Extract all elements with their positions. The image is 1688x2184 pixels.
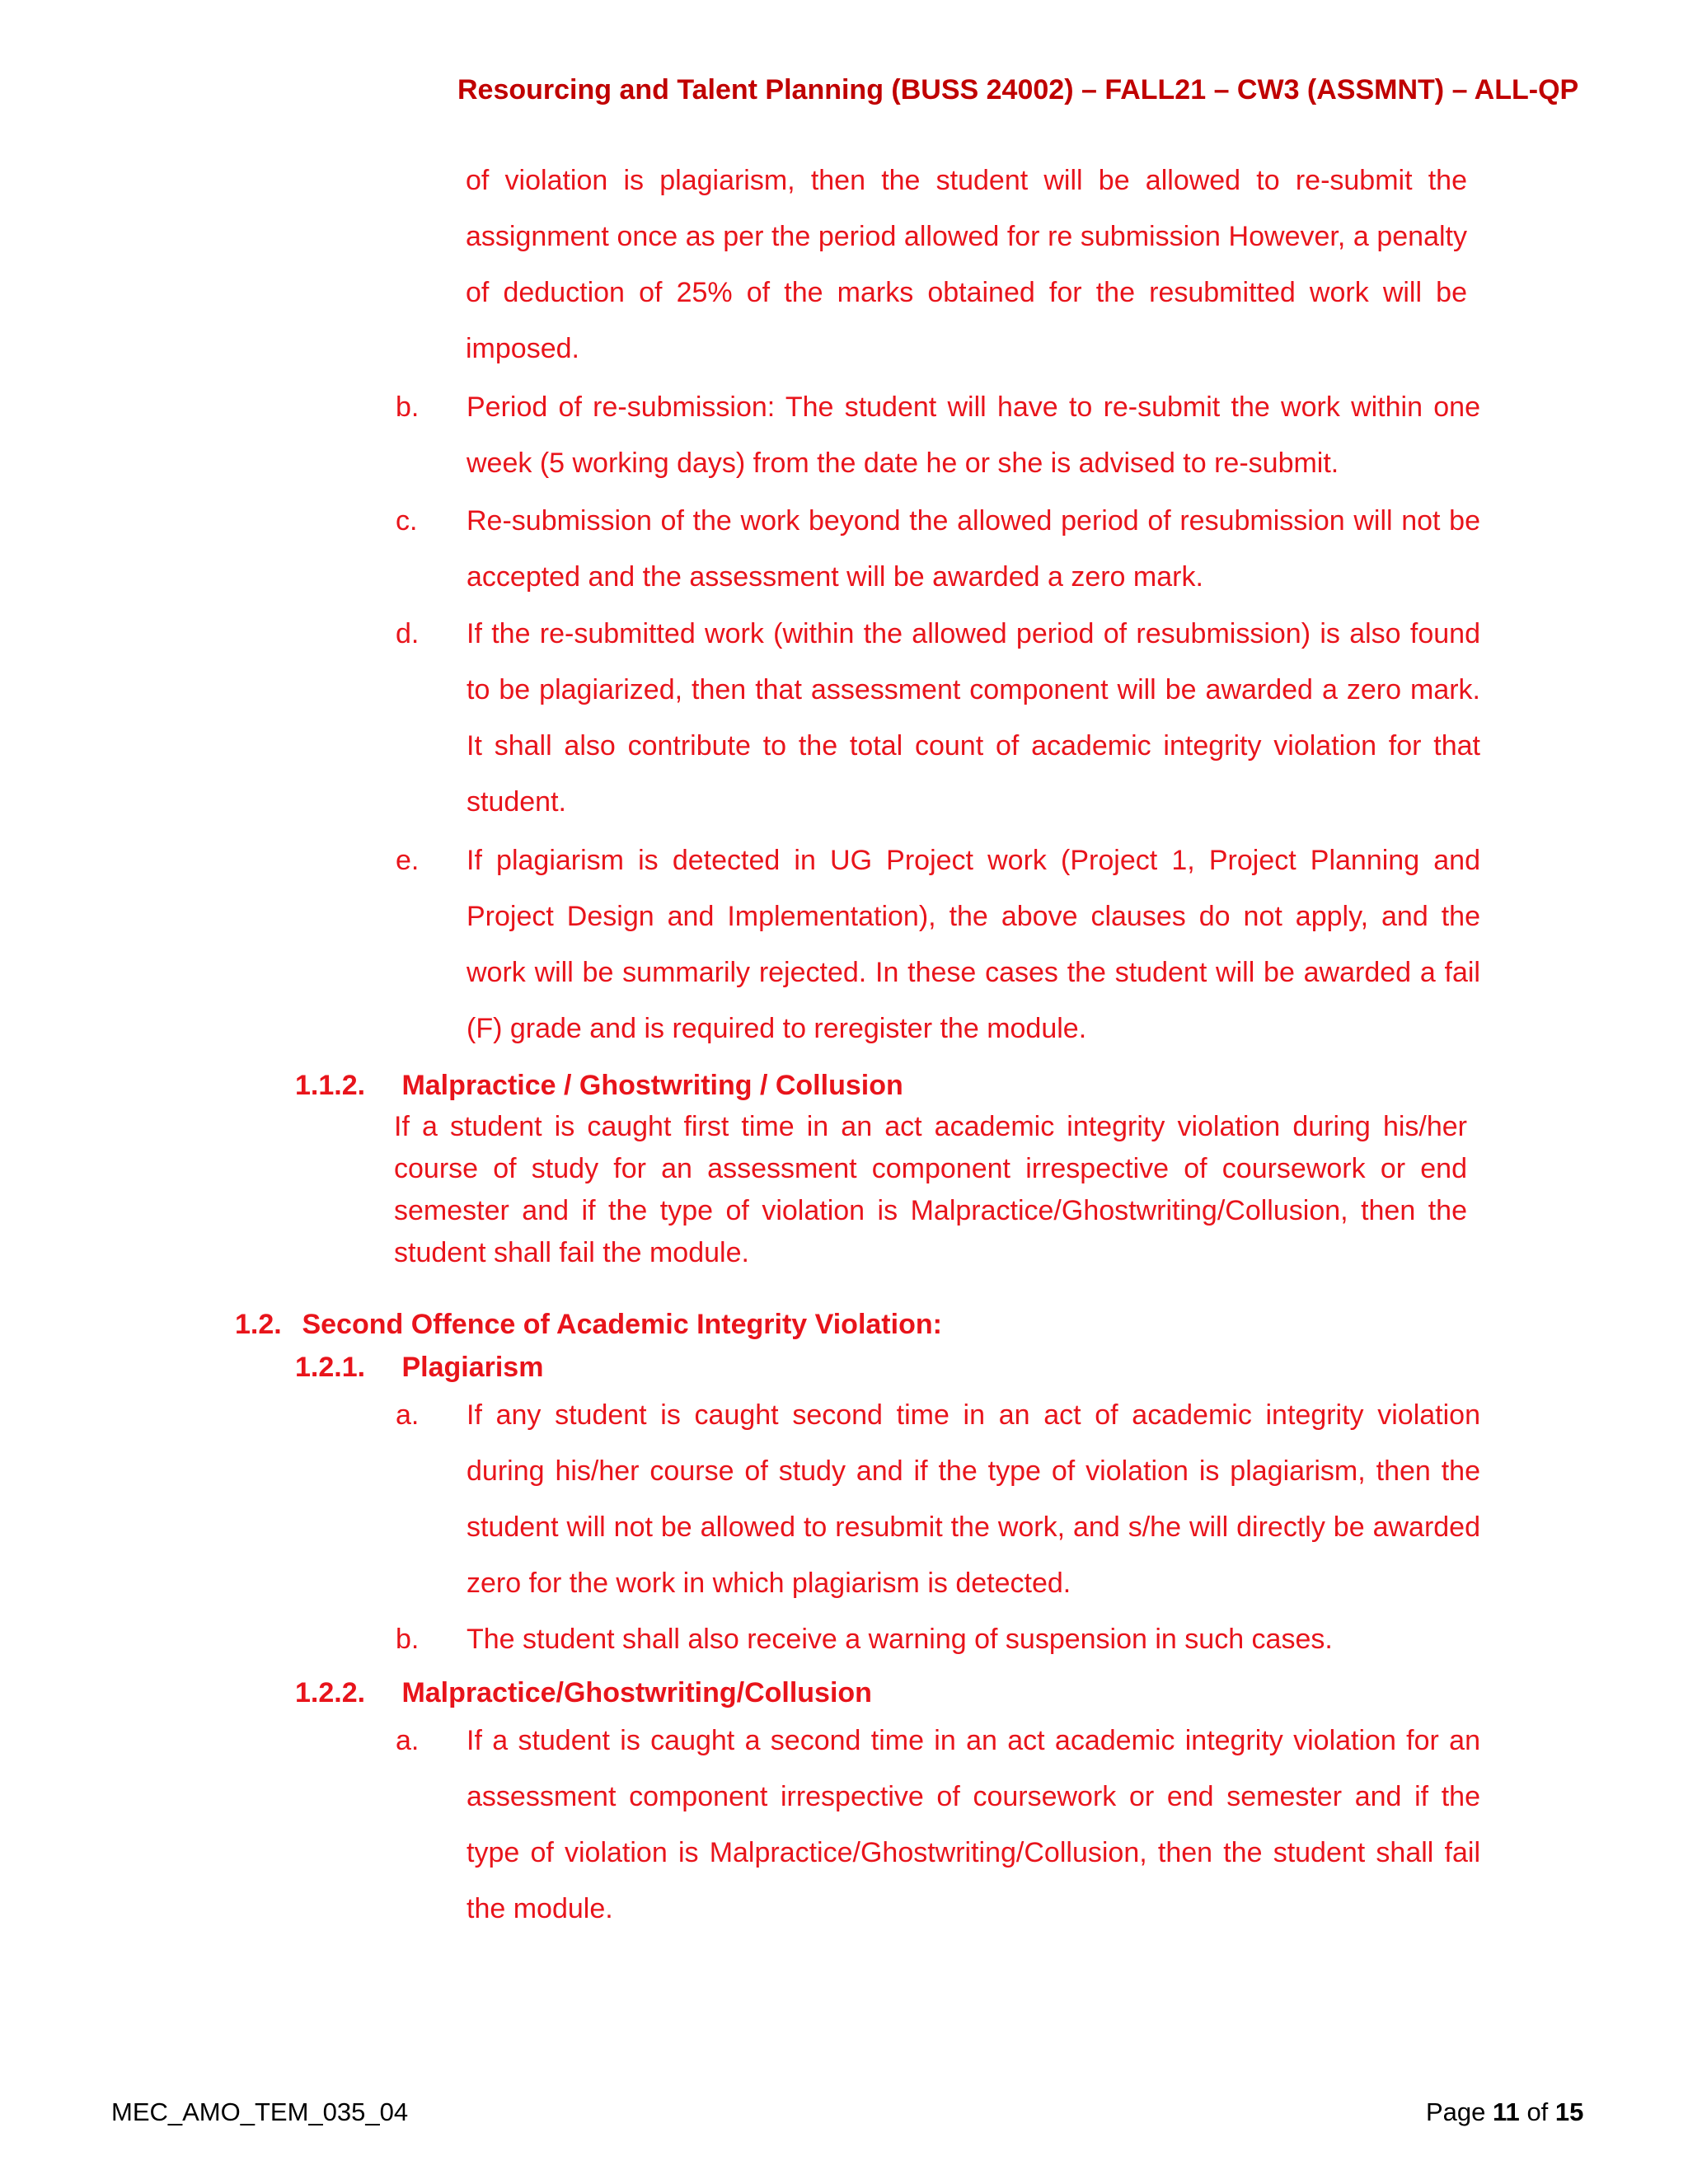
- section-heading-1-1-2: [295, 1070, 903, 1102]
- list-item-text: If any student is caught second time in an act of academic integrity violation during his/her course of study and if the type of violation is plagiarism, then the student will not be allowed to resubmit the work, and s/he will directly be awarded zero for the work in which plagiarism is detected.: [467, 1399, 1480, 1599]
- list-item-1-2-2-a: [396, 1713, 1484, 1943]
- section-heading-1-2-1: [295, 1352, 543, 1384]
- section-title: Second Offence of Academic Integrity Violation:: [302, 1309, 942, 1340]
- list-marker: c.: [396, 505, 418, 537]
- section-heading-1-2: [235, 1309, 942, 1341]
- footer-page-number: [1426, 2097, 1583, 2127]
- page-header: Resourcing and Talent Planning (BUSS 24002) – FALL21 – CW3 (ASSMNT) – ALL-QP: [457, 74, 1579, 105]
- page-current: 11: [1493, 2097, 1520, 2126]
- list-marker: b.: [396, 1624, 420, 1655]
- section-number: 1.2.: [235, 1309, 282, 1340]
- section-number: 1.2.1.: [295, 1352, 366, 1383]
- page-total: 15: [1554, 2097, 1584, 2126]
- list-item-1-2-1-a: [396, 1387, 1484, 1614]
- section-title: Malpractice / Ghostwriting / Collusion: [401, 1070, 903, 1101]
- list-item-e: [396, 832, 1484, 1063]
- list-item-c: [396, 493, 1484, 608]
- list-item-d: [396, 606, 1484, 837]
- footer-doc-code: MEC_AMO_TEM_035_04: [111, 2097, 409, 2126]
- page-prefix: Page: [1426, 2097, 1486, 2126]
- list-item-text: The student shall also receive a warning of suspension in such cases.: [467, 1624, 1333, 1655]
- list-item-text: If a student is caught a second time in an act academic integrity violation for an assessment component irrespective of coursework or end semester and if the type of violation is Malpractice/Ghostwriting/Collusion, then the student shall fail the module.: [467, 1725, 1480, 1924]
- list-marker: a.: [396, 1399, 420, 1431]
- section-number: 1.2.2.: [295, 1677, 366, 1708]
- continuation-paragraph: of violation is plagiarism, then the student will be allowed to re-submit the assignment once as per the period allowed for re submission However, a penalty of deduction of 25% of the marks obtained for the resubmitted work will be imposed.: [466, 165, 1467, 364]
- list-marker: d.: [396, 618, 420, 649]
- section-title: Plagiarism: [401, 1352, 544, 1383]
- list-item-text: If plagiarism is detected in UG Project work (Project 1, Project Planning and Project Design and Implementation), the above clauses do not apply, and the work will be summarily rejected. In these cases the student will be awarded a fail (F) grade and is required to reregister the module.: [467, 845, 1480, 1044]
- section-number: 1.1.2.: [295, 1070, 366, 1101]
- list-item-text: Re-submission of the work beyond the allowed period of resubmission will not be accepted and the assessment will be awarded a zero mark.: [467, 505, 1480, 593]
- page-of: of: [1526, 2097, 1549, 2126]
- list-marker: b.: [396, 391, 420, 423]
- section-heading-1-2-2: [295, 1677, 872, 1709]
- list-marker: e.: [396, 845, 420, 876]
- section-title: Malpractice/Ghostwriting/Collusion: [401, 1677, 872, 1708]
- list-marker: a.: [396, 1725, 420, 1756]
- list-item-text: Period of re-submission: The student will have to re-submit the work within one week (5 working days) from the date he or she is advised to re-submit.: [467, 391, 1480, 479]
- list-item-text: If the re-submitted work (within the allowed period of resubmission) is also found to be plagiarized, then that assessment component will be awarded a zero mark. It shall also contribute to the total count of academic integrity violation for that student.: [467, 618, 1480, 818]
- list-item-b: [396, 379, 1484, 494]
- section-body-1-1-2: If a student is caught first time in an act academic integrity violation during his/her course of study for an assessment component irrespective of coursework or end semester and if the type of violation is Malpractice/Ghostwriting/Collusion, then the student shall fail the module.: [394, 1111, 1467, 1268]
- list-item-1-2-1-b: [396, 1611, 1484, 1669]
